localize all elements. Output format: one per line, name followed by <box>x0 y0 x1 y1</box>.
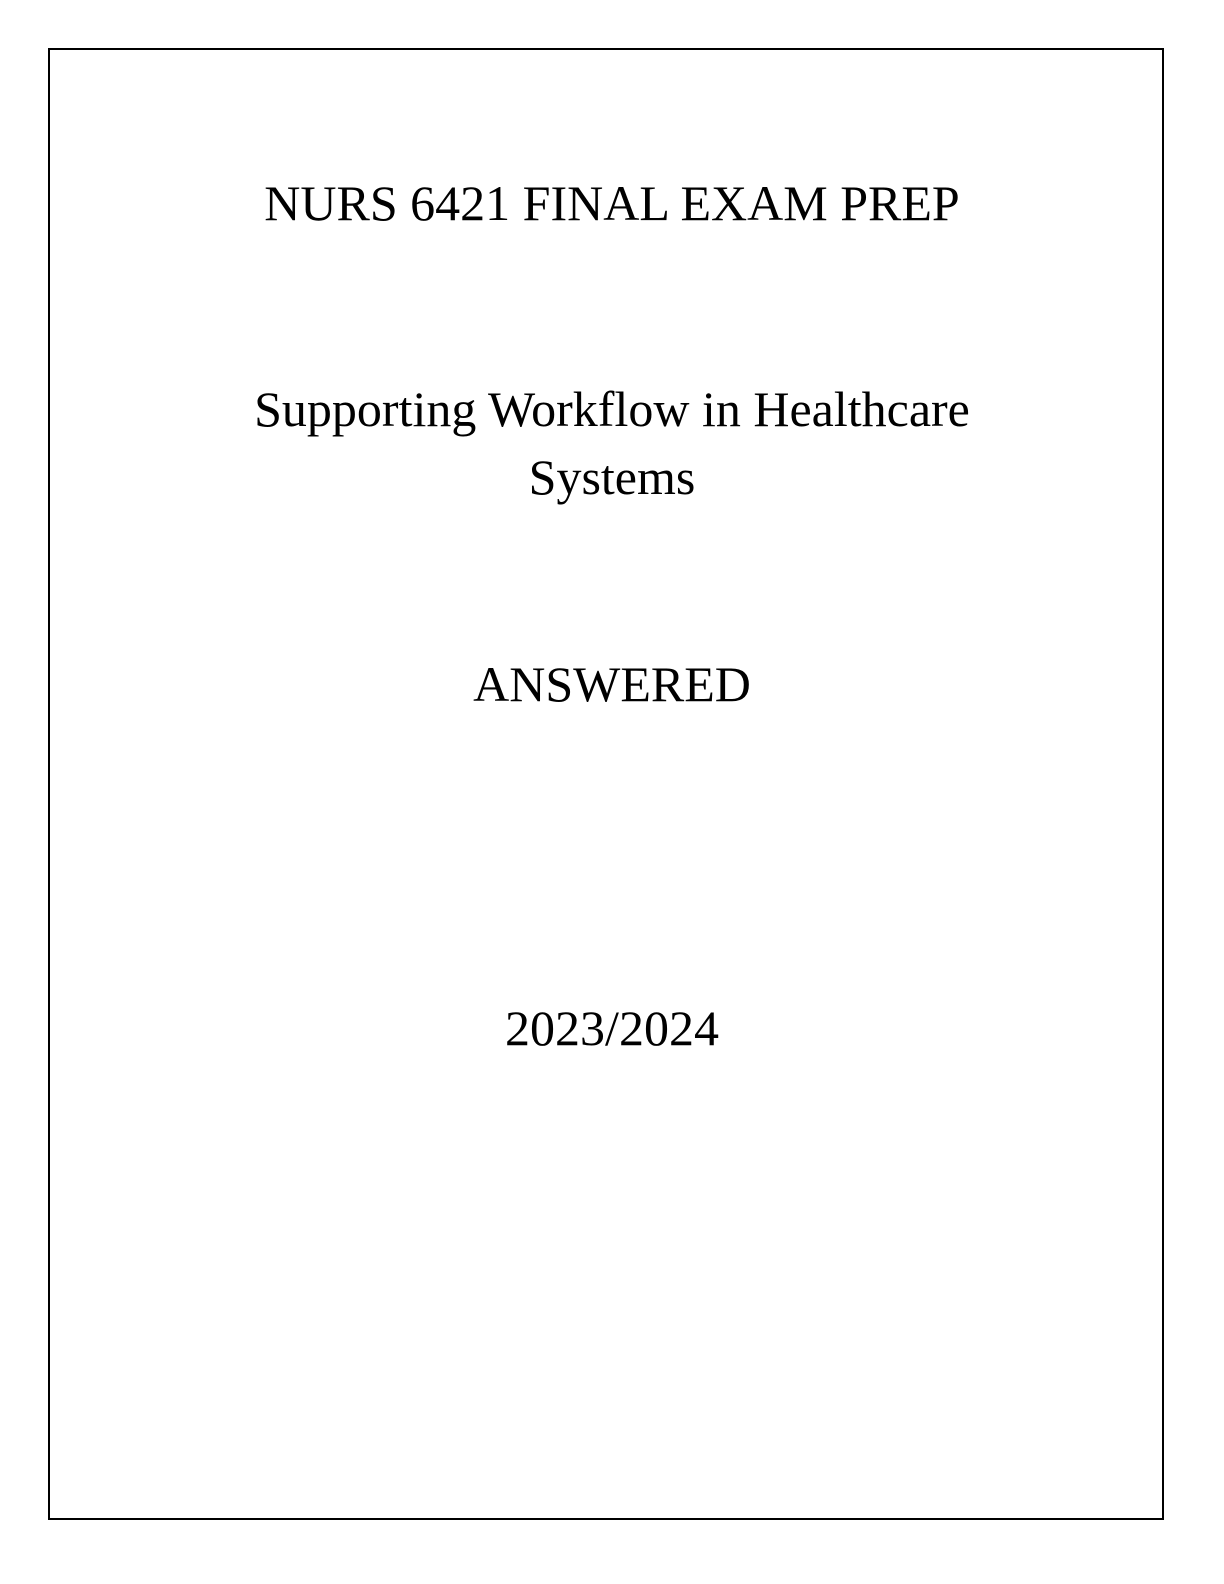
document-subtitle-line-1: Supporting Workflow in Healthcare <box>254 381 970 437</box>
document-year: 2023/2024 <box>505 1000 719 1056</box>
page-border <box>48 48 1164 1520</box>
document-status: ANSWERED <box>473 656 751 712</box>
document-subtitle-line-2: Systems <box>528 449 696 505</box>
document-title: NURS 6421 FINAL EXAM PREP <box>264 175 960 231</box>
